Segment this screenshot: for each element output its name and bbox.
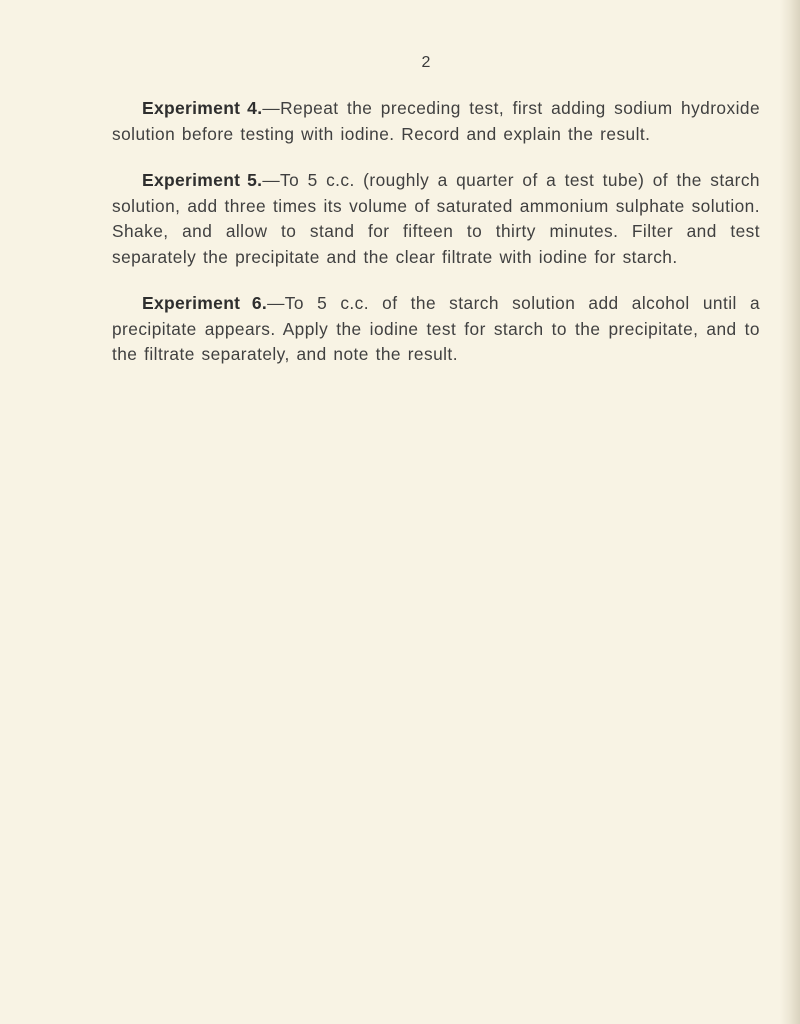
page-number: 2: [421, 54, 431, 71]
paragraph-heading: Experiment 6.: [142, 293, 268, 313]
paragraph-text: —To 5 c.c. (roughly a quarter of a test tube) of the starch solution, add three times its volume of saturated ammonium sulphate solution. Shake, and allow to stand for fifteen to thirty minutes. Filter and test separately the precipitate and the clear filtrate with iodine for starch.: [112, 170, 760, 267]
paragraph-text: —To 5 c.c. of the starch solution add alcohol until a precipitate appears. Apply the iodine test for starch to the precipitate, and to the filtrate separately, and note the result.: [112, 293, 760, 364]
paragraph-experiment-5: [112, 168, 760, 270]
paragraph-text: —Repeat the preceding test, first adding sodium hydroxide solution before testing with iodine. Record and explain the result.: [112, 98, 760, 144]
paragraph-experiment-6: [112, 291, 760, 368]
paragraph-heading: Experiment 5.: [142, 170, 263, 190]
text-body: [112, 96, 760, 389]
paragraph-heading: Experiment 4.: [142, 98, 263, 118]
paragraph-experiment-4: [112, 96, 760, 147]
